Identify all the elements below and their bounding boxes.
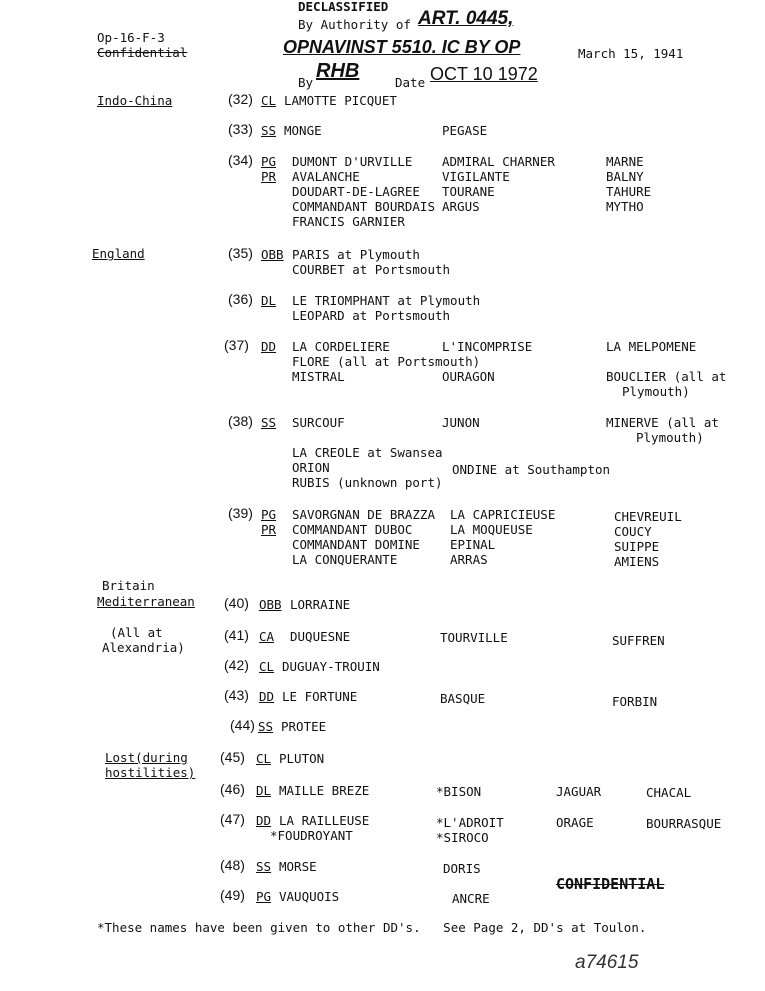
classification-label: Confidential	[97, 45, 188, 60]
ship-type: SS	[256, 859, 272, 874]
ship-type: DL	[256, 783, 272, 798]
ship-name: MAILLE BREZE	[279, 783, 370, 798]
ship-name: CHACAL	[646, 785, 692, 800]
ship-type: DL	[261, 293, 277, 308]
confidential-stamp: CONFIDENTIAL	[556, 875, 665, 893]
ship-name: ONDINE at Southampton	[452, 462, 611, 477]
ship-name: MONGE	[284, 123, 322, 138]
ship-type: DD	[261, 339, 277, 354]
section-lost-line2: hostilities)	[105, 765, 196, 780]
footnote: *These names have been given to other DD's. See Page 2, DD's at Toulon.	[97, 920, 647, 935]
ship-name: Plymouth)	[636, 430, 704, 445]
ship-name: DUMONT D'URVILLE	[292, 154, 413, 169]
ship-name: LE FORTUNE	[282, 689, 358, 704]
ship-name: RUBIS (unknown port)	[292, 475, 443, 490]
op-reference: Op-16-F-3	[97, 30, 165, 45]
entry-number: (39)	[228, 505, 253, 521]
declassified-stamp: DECLASSIFIED	[298, 0, 389, 14]
date-label: Date	[395, 75, 426, 90]
ship-type: CL	[261, 93, 277, 108]
ship-type: CL	[259, 659, 275, 674]
ship-name: Plymouth)	[622, 384, 690, 399]
ship-type: PG	[261, 154, 277, 169]
document-date: March 15, 1941	[578, 46, 684, 61]
ship-type: DD	[256, 813, 272, 828]
ship-name: JAGUAR	[556, 784, 602, 799]
section-alexandria-line1: (All at	[110, 625, 163, 640]
ship-name: AVALANCHE	[292, 169, 360, 184]
ship-name: BASQUE	[440, 691, 486, 706]
ship-name: JUNON	[442, 415, 480, 430]
ship-name: *FOUDROYANT	[270, 828, 353, 843]
ship-name: VAUQUOIS	[279, 889, 340, 904]
entry-number: (36)	[228, 291, 253, 307]
ship-name: COMMANDANT BOURDAIS	[292, 199, 435, 214]
entry-number: (34)	[228, 152, 253, 168]
archive-mark: a74615	[575, 952, 639, 973]
section-alexandria-line2: Alexandria)	[102, 640, 185, 655]
ship-name: PEGASE	[442, 123, 488, 138]
ship-type: SS	[258, 719, 274, 734]
ship-name: FRANCIS GARNIER	[292, 214, 405, 229]
entry-number: (33)	[228, 121, 253, 137]
ship-name: SUFFREN	[612, 633, 665, 648]
entry-number: (48)	[220, 857, 245, 873]
ship-name: TOURVILLE	[440, 630, 508, 645]
ship-name: DOUDART-DE-LAGREE	[292, 184, 420, 199]
section-britain-line1: Britain	[102, 578, 155, 593]
section-lost-line1: Lost(during	[105, 750, 188, 765]
ship-name: COURBET at Portsmouth	[292, 262, 451, 277]
entry-number: (45)	[220, 749, 245, 765]
entry-number: (38)	[228, 413, 253, 429]
ship-name: LA CAPRICIEUSE	[450, 507, 556, 522]
ship-name: OURAGON	[442, 369, 495, 384]
ship-name: VIGILANTE	[442, 169, 510, 184]
ship-name: TOURANE	[442, 184, 495, 199]
ship-name: SUIPPE	[614, 539, 660, 554]
ship-name: LA CREOLE at Swansea	[292, 445, 443, 460]
ship-name: LA MOQUEUSE	[450, 522, 533, 537]
ship-type: PR	[261, 169, 277, 184]
ship-name: LA CONQUERANTE	[292, 552, 398, 567]
ship-name: *SIROCO	[436, 830, 489, 845]
entry-number: (42)	[224, 657, 249, 673]
entry-number: (43)	[224, 687, 249, 703]
entry-number: (40)	[224, 595, 249, 611]
ship-name: TAHURE	[606, 184, 652, 199]
ship-name: SAVORGNAN DE BRAZZA	[292, 507, 435, 522]
ship-name: LA RAILLEUSE	[279, 813, 370, 828]
ship-type: PR	[261, 522, 277, 537]
ship-name: PLUTON	[279, 751, 325, 766]
ship-type: PG	[261, 507, 277, 522]
ship-name: MISTRAL	[292, 369, 345, 384]
ship-name: BALNY	[606, 169, 644, 184]
entry-number: (47)	[220, 811, 245, 827]
ship-name: LA MELPOMENE	[606, 339, 697, 354]
ship-type: OBB	[259, 597, 282, 612]
ship-name: LE TRIOMPHANT at Plymouth	[292, 293, 481, 308]
ship-name: DUQUESNE	[290, 629, 351, 644]
ship-type: CL	[256, 751, 272, 766]
ship-name: PARIS at Plymouth	[292, 247, 420, 262]
ship-type: CA	[259, 629, 275, 644]
section-indochina: Indo-China	[97, 93, 173, 108]
ship-name: BOURRASQUE	[646, 816, 722, 831]
entry-number: (49)	[220, 887, 245, 903]
entry-number: (32)	[228, 91, 253, 107]
ship-name: LEOPARD at Portsmouth	[292, 308, 451, 323]
section-england: England	[92, 246, 145, 261]
ship-name: MYTHO	[606, 199, 644, 214]
entry-number: (37)	[224, 337, 249, 353]
entry-number: (35)	[228, 245, 253, 261]
ship-name: MINERVE (all at	[606, 415, 719, 430]
section-britain-line2: Mediterranean	[97, 594, 195, 609]
ship-names: LAMOTTE PICQUET	[284, 93, 397, 108]
ship-name: ORAGE	[556, 815, 594, 830]
entry-number: (41)	[224, 627, 249, 643]
ship-name: EPINAL	[450, 537, 496, 552]
ship-name: FORBIN	[612, 694, 658, 709]
ship-name: LA CORDELIERE	[292, 339, 390, 354]
ship-name: ADMIRAL CHARNER	[442, 154, 555, 169]
authority-initials: RHB	[316, 60, 360, 82]
ship-type: SS	[261, 123, 277, 138]
ship-name: MORSE	[279, 859, 317, 874]
ship-name: FLORE (all at Portsmouth)	[292, 354, 481, 369]
by-label: By	[298, 75, 314, 90]
ship-name: *L'ADROIT	[436, 815, 504, 830]
ship-name: COUCY	[614, 524, 652, 539]
declassification-date: OCT 10 1972	[430, 64, 538, 84]
ship-type: SS	[261, 415, 277, 430]
ship-name: AMIENS	[614, 554, 660, 569]
ship-name: COMMANDANT DUBOC	[292, 522, 413, 537]
ship-name: COMMANDANT DOMINE	[292, 537, 420, 552]
authority-prefix: By Authority of	[298, 17, 411, 32]
ship-type: PG	[256, 889, 272, 904]
ship-name: ORION	[292, 460, 330, 475]
ship-name: BOUCLIER (all at	[606, 369, 727, 384]
ship-name: CHEVREUIL	[614, 509, 682, 524]
ship-name: ARGUS	[442, 199, 480, 214]
ship-name: PROTEE	[281, 719, 327, 734]
ship-name: MARNE	[606, 154, 644, 169]
ship-name: LORRAINE	[290, 597, 351, 612]
ship-name: *BISON	[436, 784, 482, 799]
opnavinst-reference: OPNAVINST 5510. IC BY OP	[283, 37, 521, 57]
ship-name: DUGUAY-TROUIN	[282, 659, 380, 674]
entry-number: (46)	[220, 781, 245, 797]
ship-type: DD	[259, 689, 275, 704]
ship-name: DORIS	[443, 861, 481, 876]
ship-name: L'INCOMPRISE	[442, 339, 533, 354]
authority-reference: ART. 0445,	[418, 8, 514, 29]
ship-name: ANCRE	[452, 891, 490, 906]
entry-number: (44)	[230, 717, 255, 733]
ship-type: OBB	[261, 247, 284, 262]
ship-name: SURCOUF	[292, 415, 345, 430]
ship-name: ARRAS	[450, 552, 488, 567]
